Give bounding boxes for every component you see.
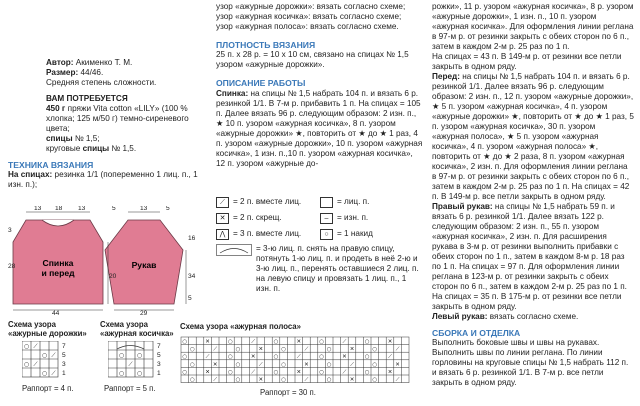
garment-sketch [8, 206, 208, 316]
svg-text:✕: ✕ [205, 369, 210, 376]
s2-row-7: 7 [157, 343, 161, 350]
svg-text:✕: ✕ [250, 354, 256, 361]
size-line: Размер: 44/46. [46, 68, 104, 77]
svg-text:○: ○ [41, 370, 48, 377]
yarn-line: 450 г пряжи Vita cotton «LILY» (100 % хлопка; 125 м/50 г) темно-сиреневого цвета; [46, 104, 189, 133]
sketch-label-sleeve: Рукав [131, 260, 157, 270]
svg-text:○: ○ [326, 346, 332, 353]
dim-8: 28 [8, 263, 16, 270]
svg-text:○: ○ [281, 377, 287, 383]
svg-text:⟋: ⟋ [304, 346, 309, 353]
scheme-2-title: Схема узора «ажурная косичка» [100, 320, 174, 339]
svg-text:○: ○ [372, 346, 378, 353]
dim-13: 29 [140, 310, 148, 316]
svg-text:○: ○ [319, 354, 325, 361]
svg-text:⟋: ⟋ [213, 346, 218, 353]
dim-11: 16 [188, 235, 196, 242]
svg-text:✕: ✕ [387, 369, 393, 376]
back-text: Спинка: на спицы № 1,5 набрать 104 п. и вязать 6 р. резинкой 1/1. В 7-м р. прибавить 1 п. На спицах = 105 п. Далее вязать 96 р. следующим образом: 2 изн. п., ★ 10 п. узором «ажурная косичка», 8 п. узором «ажурные дорожки» ★, повторить от ★ до ★ 1 раз, 4 п. узором «ажурные дорожки», 10 п. узором «ажурная косичка», 1 изн. п.,10 п. узором «ажурная косичка», 12 п. узором «ажурные до- [216, 88, 423, 168]
svg-text:○: ○ [189, 361, 195, 368]
svg-text:⟋: ⟋ [296, 354, 301, 361]
density-text: 25 п. х 28 р. = 10 х 10 см, связано на спицах № 1,5 узором «ажурные дорожки». [216, 50, 409, 70]
svg-text:○: ○ [227, 369, 233, 376]
author-line: Автор: Акименко Т. М. [46, 58, 133, 67]
difficulty-line: Средняя степень сложности. [46, 78, 157, 87]
needles-line-1: спицы № 1,5; [46, 134, 100, 143]
svg-text:⟋: ⟋ [251, 369, 256, 376]
svg-text:○: ○ [364, 354, 370, 361]
svg-text:○: ○ [364, 369, 370, 376]
svg-text:✕: ✕ [395, 361, 400, 368]
svg-text:○: ○ [118, 370, 125, 377]
svg-text:○: ○ [235, 361, 241, 368]
svg-text:○: ○ [281, 361, 287, 368]
legend-purl: – = изн. п. [320, 210, 424, 226]
svg-text:⟋: ⟋ [342, 339, 347, 345]
svg-text:○: ○ [227, 339, 233, 345]
svg-text:○: ○ [372, 361, 378, 368]
svg-text:⟋: ⟋ [213, 377, 218, 383]
k2tog-icon: ⟋ [216, 197, 229, 208]
svg-text:○: ○ [273, 339, 279, 345]
svg-text:○: ○ [182, 369, 188, 376]
s1-row-5: 5 [62, 352, 66, 359]
scheme-2-chart [108, 341, 178, 381]
legend-ssk: ✕ = 2 п. скрещ. [216, 210, 320, 226]
svg-text:○: ○ [319, 339, 325, 345]
legend-k2tog: ⟋ = 2 п. вместе лиц. [216, 194, 320, 210]
svg-text:○: ○ [23, 343, 30, 350]
scheme-3-title: Схема узора «ажурная полоса» [180, 322, 301, 331]
svg-text:⟋: ⟋ [342, 369, 347, 376]
need-title: ВАМ ПОТРЕБУЕТСЯ [46, 94, 128, 103]
s2-row-1: 1 [157, 370, 161, 377]
svg-text:○: ○ [319, 369, 325, 376]
svg-text:⟋: ⟋ [350, 361, 354, 368]
svg-text:⟋: ⟋ [51, 370, 56, 377]
back-continued-1: рожки», 11 р. узором «ажурная косичка», 8 р. узором «ажурные дорожки», 1 изн. п., 10 п. узором «ажурная косичка». Для оформления линии реглана в 97-м р. от резинки закрыть с обеих сторон по 6 п., затем в каждом 2-м р. 25 раз по 1 п. [432, 2, 634, 51]
svg-text:✕: ✕ [349, 377, 355, 383]
svg-text:○: ○ [235, 377, 241, 383]
ssk-icon: ✕ [216, 213, 229, 224]
knit-icon [320, 197, 333, 208]
scheme-1-title: Схема узора «ажурные дорожки» [8, 320, 87, 339]
svg-text:✕: ✕ [258, 346, 264, 353]
svg-text:✕: ✕ [304, 361, 309, 368]
dim-1: 13 [34, 206, 42, 212]
svg-text:○: ○ [273, 354, 279, 361]
svg-text:○: ○ [372, 377, 378, 383]
s1-row-7: 7 [62, 343, 66, 350]
assembly-title: СБОРКА И ОТДЕЛКА [432, 328, 521, 338]
svg-text:○: ○ [364, 339, 370, 345]
scheme-3-chart [180, 336, 416, 386]
pattern-line-1: узор «ажурные дорожки»: вязать согласно схеме; [216, 2, 406, 11]
svg-text:⟋: ⟋ [258, 361, 263, 368]
yarn-over-icon: ○ [320, 229, 333, 240]
svg-text:✕: ✕ [258, 377, 264, 383]
svg-text:○: ○ [273, 369, 279, 376]
slip-cable-icon [216, 244, 252, 256]
scheme-1-chart [22, 341, 82, 381]
legend [216, 194, 424, 294]
work-title: ОПИСАНИЕ РАБОТЫ [216, 78, 306, 89]
svg-text:✕: ✕ [387, 339, 393, 345]
svg-text:✕: ✕ [205, 339, 210, 345]
svg-text:⟋: ⟋ [395, 346, 400, 353]
svg-text:⟋: ⟋ [33, 361, 38, 368]
dim-5: 13 [140, 206, 148, 212]
svg-text:✕: ✕ [342, 354, 347, 361]
sketch-label-front-1: Спинка [42, 258, 74, 268]
svg-text:⟋: ⟋ [304, 377, 309, 383]
svg-text:○: ○ [326, 377, 332, 383]
svg-text:⟋: ⟋ [251, 339, 256, 345]
s2-row-5: 5 [157, 352, 161, 359]
dim-10: 34 [188, 273, 196, 280]
back-continued-2: На спицах = 43 п. В 149-м р. от резинки все петли закрыть в одном ряду. [432, 52, 622, 71]
svg-text:○: ○ [227, 354, 233, 361]
svg-text:✕: ✕ [212, 361, 218, 368]
svg-text:○: ○ [23, 361, 30, 368]
svg-text:○: ○ [326, 361, 332, 368]
legend-slip-text: = 3-ю лиц. п. снять на правую спицу, потянуть 1-ю лиц. п. и продеть в неё 2-ю и 3-ю лиц. п., перенять оставшиеся 2 лиц. п. на левую спицу и провязать 1 лиц. п., 1 изн. п. [256, 244, 419, 293]
dim-2: 18 [55, 206, 63, 212]
tech-title: ТЕХНИКА ВЯЗАНИЯ [8, 160, 94, 170]
sketch-label-front-2: и перед [41, 268, 75, 278]
svg-text:⟋: ⟋ [128, 361, 133, 368]
dim-7: 3 [8, 227, 12, 234]
svg-text:✕: ✕ [349, 346, 355, 353]
right-sleeve-text: Правый рукав: на спицы № 1,5 набрать 59 п. и вязать 6 р. резинкой 1/1. Далее вязать 122 р. следующим образом: 2 изн. п., 55 п. узором «ажурная косичка», 2 изн. п. Для расширения рукава в 3-м р. от резинки выполнить прибавки с обеих сторон по 1 п., затем в каждом 8-м р. 18 раз по 1 п. На спицах = 97 п. Для оформления линии реглана в 123-м р. от резинки закрыть с обеих сторон по 6 п., затем в каждом 2-м р. 25 раз по 1 п. На спицах = 35 п. В 175-м р. от резинки все петли закрыть в одном ряду. [432, 202, 627, 311]
svg-text:○: ○ [235, 346, 241, 353]
svg-text:⟋: ⟋ [395, 377, 400, 383]
dim-6: 5 [166, 206, 170, 212]
svg-text:○: ○ [281, 346, 287, 353]
rapport-1: Раппорт = 4 п. [22, 384, 74, 393]
legend-knit: = лиц. п. [320, 194, 424, 210]
svg-text:○: ○ [118, 352, 125, 359]
svg-text:○: ○ [41, 352, 48, 359]
svg-text:○: ○ [182, 339, 188, 345]
dim-9: 20 [109, 273, 117, 280]
column-1 [8, 58, 208, 190]
s1-row-3: 3 [62, 361, 66, 368]
svg-text:○: ○ [189, 377, 195, 383]
s2-row-3: 3 [157, 361, 161, 368]
front-text: Перед: на спицы № 1,5 набрать 104 п. и вязать 6 р. резинкой 1/1. Далее вязать 96 р. следующим образом: 2 изн. п., 12 п. узором «ажурные дорожки», ★ 5 п. узором «ажурная косичка», 4 п. узором «ажурные дорожки» ★, повторить от ★ до ★ 1 раз, 5 п. узором «ажурная косичка», 30 п. узором «ажурная полоса», ★ 5 п. узором «ажурная косичка», 4 п. узором «ажурная полоса» ★, повторить от ★ до ★ 2 раза, 8 п. узором «ажурная косичка», 2 изн. п. Для оформления линии реглана в 97-м р. от резинки закрыть с обеих сторон по 6 п., затем в каждом 2-м р. 25 раз по 1 п. На спицах = 42 п. В 149-м р. все петли закрыть в одном ряду. [432, 72, 634, 201]
s1-row-1: 1 [62, 370, 66, 377]
svg-text:○: ○ [136, 352, 143, 359]
dim-4: 5 [112, 206, 116, 212]
svg-text:⟋: ⟋ [51, 352, 56, 359]
svg-text:✕: ✕ [296, 339, 302, 345]
needles-line-2: круговые спицы № 1,5. [46, 144, 137, 153]
left-sleeve-text: Левый рукав: вязать согласно схеме. [432, 312, 579, 321]
dim-14: 5 [188, 295, 192, 302]
pattern-line-3: узор «ажурная полоса»: вязать согласно схеме. [216, 22, 399, 31]
column-2 [216, 2, 424, 169]
legend-cable: ⋀ = 3 п. вместе лиц. [216, 226, 320, 242]
dim-3: 13 [78, 206, 86, 212]
dim-12: 44 [52, 310, 60, 316]
cable-icon: ⋀ [216, 229, 229, 240]
purl-icon: – [320, 213, 333, 224]
pattern-line-2: узор «ажурная косичка»: вязать согласно схеме; [216, 12, 402, 21]
rapport-2: Раппорт = 5 п. [104, 384, 156, 393]
svg-text:✕: ✕ [296, 369, 302, 376]
svg-text:⟋: ⟋ [33, 343, 38, 350]
column-3 [432, 2, 634, 388]
rapport-3: Раппорт = 30 п. [260, 388, 316, 397]
tech-line: На спицах: резинка 1/1 (попеременно 1 лиц. п., 1 изн. п.); [8, 170, 198, 190]
svg-text:○: ○ [182, 354, 188, 361]
svg-text:⟋: ⟋ [388, 354, 392, 361]
svg-text:⟋: ⟋ [205, 354, 210, 361]
svg-text:○: ○ [136, 370, 143, 377]
density-title: ПЛОТНОСТЬ ВЯЗАНИЯ [216, 40, 316, 50]
assembly-text: Выполнить боковые швы и швы на рукавах. Выполнить швы по линии реглана. По линии горловины на круговые спицы № 1,5 набрать 112 п. и вязать 6 р. резинкой 1/1. В 7-м р. все петли закрыть в одном ряду. [432, 338, 629, 388]
svg-text:○: ○ [189, 346, 195, 353]
legend-yo: ○ = 1 накид [320, 226, 424, 242]
